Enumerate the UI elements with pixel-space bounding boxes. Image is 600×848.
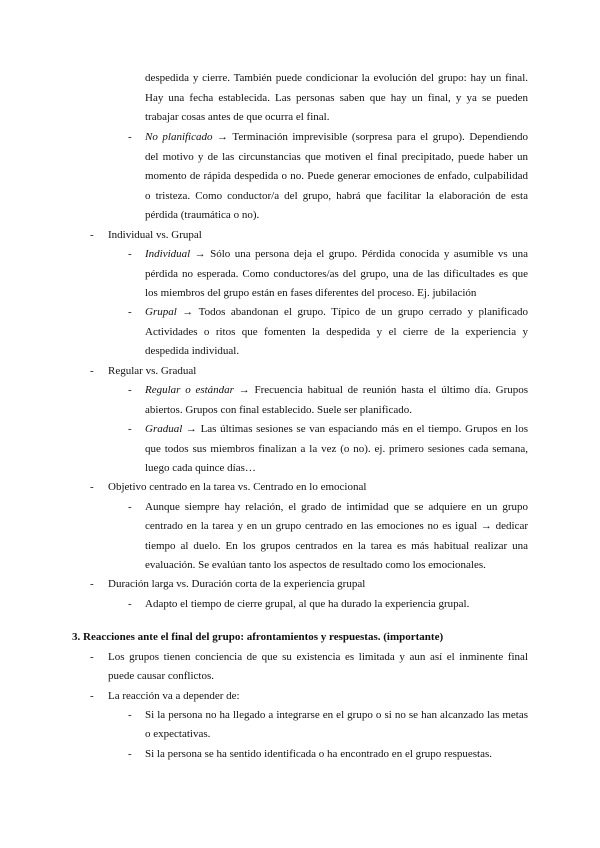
paragraph-line: o expectativas. bbox=[145, 728, 211, 740]
list-item-no-planificado: No planificado → Terminación imprevisible (sorpresa para el grupo). Dependiendo bbox=[145, 131, 529, 143]
term-individual: Individual bbox=[145, 248, 191, 260]
paragraph-line: trabajar cosas antes de que ocurra el final. bbox=[145, 111, 330, 123]
paragraph-line: despedida individual. bbox=[145, 345, 240, 357]
list-dash: - bbox=[90, 578, 94, 590]
list-item-individual: Individual → Sólo una persona deja el grupo. Pérdida conocida y asumible vs una bbox=[145, 248, 528, 260]
arrow-icon: → bbox=[238, 384, 250, 396]
paragraph-line: despedida y cierre. También puede condicionar la evolución del grupo: hay un final. bbox=[145, 72, 528, 84]
term-grupal: Grupal bbox=[145, 306, 177, 318]
list-item-reaccion: La reacción va a depender de: bbox=[108, 690, 240, 702]
list-dash: - bbox=[128, 131, 132, 143]
paragraph-line: del motivo y de las circunstancias que motiven el final precipitado, puede haber un bbox=[145, 151, 528, 163]
paragraph-line: tiempo al duelo. En los grupos centrados en la tarea es más habitual realizar una bbox=[145, 540, 528, 552]
list-item-duracion: Duración larga vs. Duración corta de la experiencia grupal bbox=[108, 578, 366, 590]
list-dash: - bbox=[90, 481, 94, 493]
paragraph-line: abiertos. Grupos con final establecido. Suele ser planificado. bbox=[145, 404, 412, 416]
paragraph-line: evaluación. Se evalúan tanto los aspectos de resultado como los emocionales. bbox=[145, 559, 486, 571]
paragraph-line: centrado en la tarea y en un grupo centrado en las emociones no es igual → dedicar bbox=[145, 520, 529, 532]
paragraph-line: Los grupos tienen conciencia de que su existencia es limitada y aun así el inminente final bbox=[108, 651, 528, 663]
paragraph-line: pérdida (traumática o no). bbox=[145, 209, 260, 221]
paragraph-line: Actividades o ritos que fomenten la despedida y el cierre de la experiencia y bbox=[145, 326, 528, 338]
paragraph-line: Si la persona se ha sentido identificada o ha encontrado en el grupo respuestas. bbox=[145, 748, 492, 760]
paragraph-line: Adapto el tiempo de cierre grupal, al que ha durado la experiencia grupal. bbox=[145, 598, 470, 610]
paragraph-line: puede causar conflictos. bbox=[108, 670, 214, 682]
paragraph-line: pérdida no esperada. Como conductores/as del grupo, una de las dificultades es que bbox=[145, 268, 528, 280]
list-item-individual-vs-grupal: Individual vs. Grupal bbox=[108, 229, 202, 241]
list-dash: - bbox=[128, 598, 132, 610]
arrow-icon: → bbox=[194, 248, 206, 260]
paragraph-line: Aunque siempre hay relación, el grado de intimidad que se adquiere en un grupo bbox=[145, 501, 528, 513]
arrow-icon: → bbox=[217, 131, 229, 143]
list-dash: - bbox=[90, 651, 94, 663]
section-heading: 3. Reacciones ante el final del grupo: afrontamientos y respuestas. (importante) bbox=[72, 631, 444, 643]
paragraph-line: los miembros del grupo están en fases diferentes del proceso. Ej. jubilación bbox=[145, 287, 477, 299]
list-item-gradual: Gradual → Las últimas sesiones se van espaciando más en el tiempo. Grupos en los bbox=[145, 423, 529, 435]
list-item-grupal: Grupal → Todos abandonan el grupo. Típico de un grupo cerrado y planificado bbox=[145, 306, 528, 318]
list-dash: - bbox=[128, 501, 132, 513]
list-dash: - bbox=[90, 229, 94, 241]
list-dash: - bbox=[128, 384, 132, 396]
paragraph-line: Hay una fecha establecida. Las personas saben que hay un final, y ya se pueden bbox=[145, 92, 528, 104]
list-dash: - bbox=[128, 709, 132, 721]
paragraph-line: momento de rápida despedida o no. Puede generar emociones de enfado, culpabilidad bbox=[145, 170, 528, 182]
list-dash: - bbox=[90, 690, 94, 702]
paragraph-line: o tristeza. Como conductor/a del grupo, habrá que facilitar la elaboración de esta bbox=[145, 190, 528, 202]
term-no-planificado: No planificado bbox=[145, 131, 213, 143]
paragraph-line: Si la persona no ha llegado a integrarse en el grupo o si no se han alcanzado las metas bbox=[145, 709, 528, 721]
arrow-icon: → bbox=[185, 423, 197, 435]
term-gradual: Gradual bbox=[145, 423, 183, 435]
list-item-regular-vs-gradual: Regular vs. Gradual bbox=[108, 365, 197, 377]
list-dash: - bbox=[128, 306, 132, 318]
paragraph-line: luego cada quince días… bbox=[145, 462, 256, 474]
term-regular: Regular o estándar bbox=[145, 384, 234, 396]
list-item-objetivo: Objetivo centrado en la tarea vs. Centrado en lo emocional bbox=[108, 481, 367, 493]
list-dash: - bbox=[128, 248, 132, 260]
list-dash: - bbox=[90, 365, 94, 377]
list-dash: - bbox=[128, 423, 132, 435]
list-item-regular: Regular o estándar → Frecuencia habitual de reunión hasta el último día. Grupos bbox=[145, 384, 529, 396]
paragraph-line: que todos sus miembros finalizan a la vez (o no). ej. primero sesiones cada semana, bbox=[145, 443, 528, 455]
list-dash: - bbox=[128, 748, 132, 760]
arrow-icon: → bbox=[182, 306, 194, 318]
arrow-icon: → bbox=[480, 520, 492, 532]
